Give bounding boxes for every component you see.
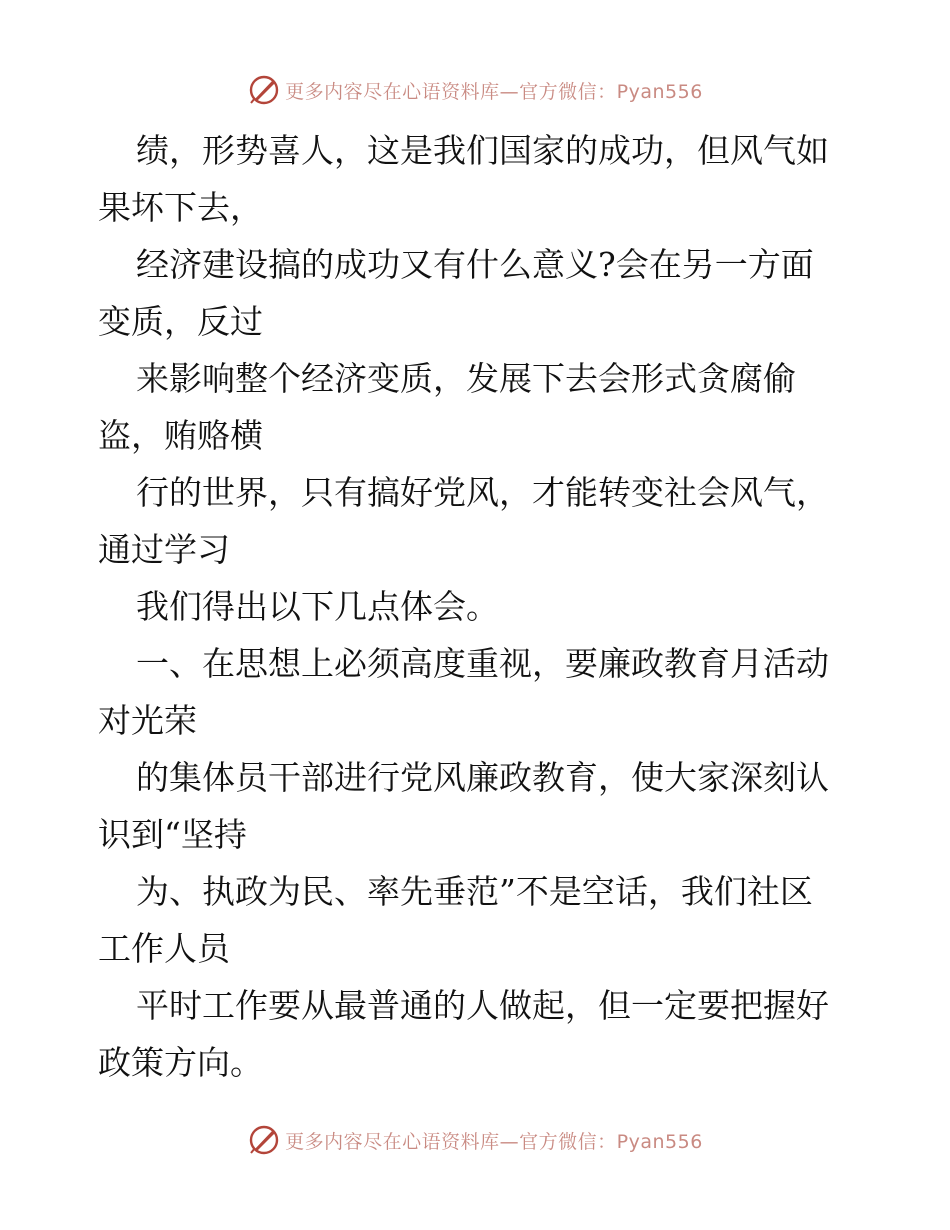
quill-pen-logo-icon: [247, 73, 281, 107]
document-body: [0, 122, 950, 1091]
paragraph-line: 一、在思想上必须高度重视，要廉政教育月活动: [136, 644, 829, 683]
header-banner: [0, 70, 950, 110]
paragraph: [0, 863, 950, 977]
paragraph-line: 绩，形势喜人，这是我们国家的成功，但风气如: [136, 131, 829, 170]
paragraph-line: 的集体员干部进行党风廉政教育，使大家深刻认: [136, 758, 829, 797]
paragraph: [0, 749, 950, 863]
paragraph-line: 对光荣: [98, 701, 197, 740]
paragraph: [0, 236, 950, 350]
paragraph-line: 行的世界，只有搞好党风，才能转变社会风气，: [136, 473, 829, 512]
paragraph-line: 识到“坚持: [98, 815, 247, 854]
paragraph: [0, 977, 950, 1091]
paragraph-line: 盗，贿赂横: [98, 416, 263, 455]
paragraph: [0, 350, 950, 464]
quill-pen-logo-icon: [247, 1123, 281, 1157]
paragraph-line: 果坏下去，: [98, 188, 263, 227]
footer-banner: [0, 1120, 950, 1160]
paragraph: [0, 635, 950, 749]
paragraph-line: 政策方向。: [98, 1043, 263, 1082]
paragraph-line: 通过学习: [98, 530, 230, 569]
paragraph-line: 变质，反过: [98, 302, 263, 341]
paragraph-line: 来影响整个经济变质，发展下去会形式贪腐偷: [136, 359, 796, 398]
paragraph-line: 为、执政为民、率先垂范”不是空话，我们社区: [136, 872, 813, 911]
paragraph: [0, 122, 950, 236]
paragraph-line: 工作人员: [98, 929, 230, 968]
paragraph: [0, 578, 950, 635]
footer-banner-text: 更多内容尽在心语资料库—官方微信：Pyan556: [285, 1130, 703, 1153]
paragraph-line: 经济建设搞的成功又有什么意义?会在另一方面: [136, 245, 814, 284]
paragraph-line: 平时工作要从最普通的人做起，但一定要把握好: [136, 986, 829, 1025]
paragraph-line: 我们得出以下几点体会。: [136, 587, 499, 626]
paragraph: [0, 464, 950, 578]
header-banner-text: 更多内容尽在心语资料库—官方微信：Pyan556: [285, 80, 703, 103]
